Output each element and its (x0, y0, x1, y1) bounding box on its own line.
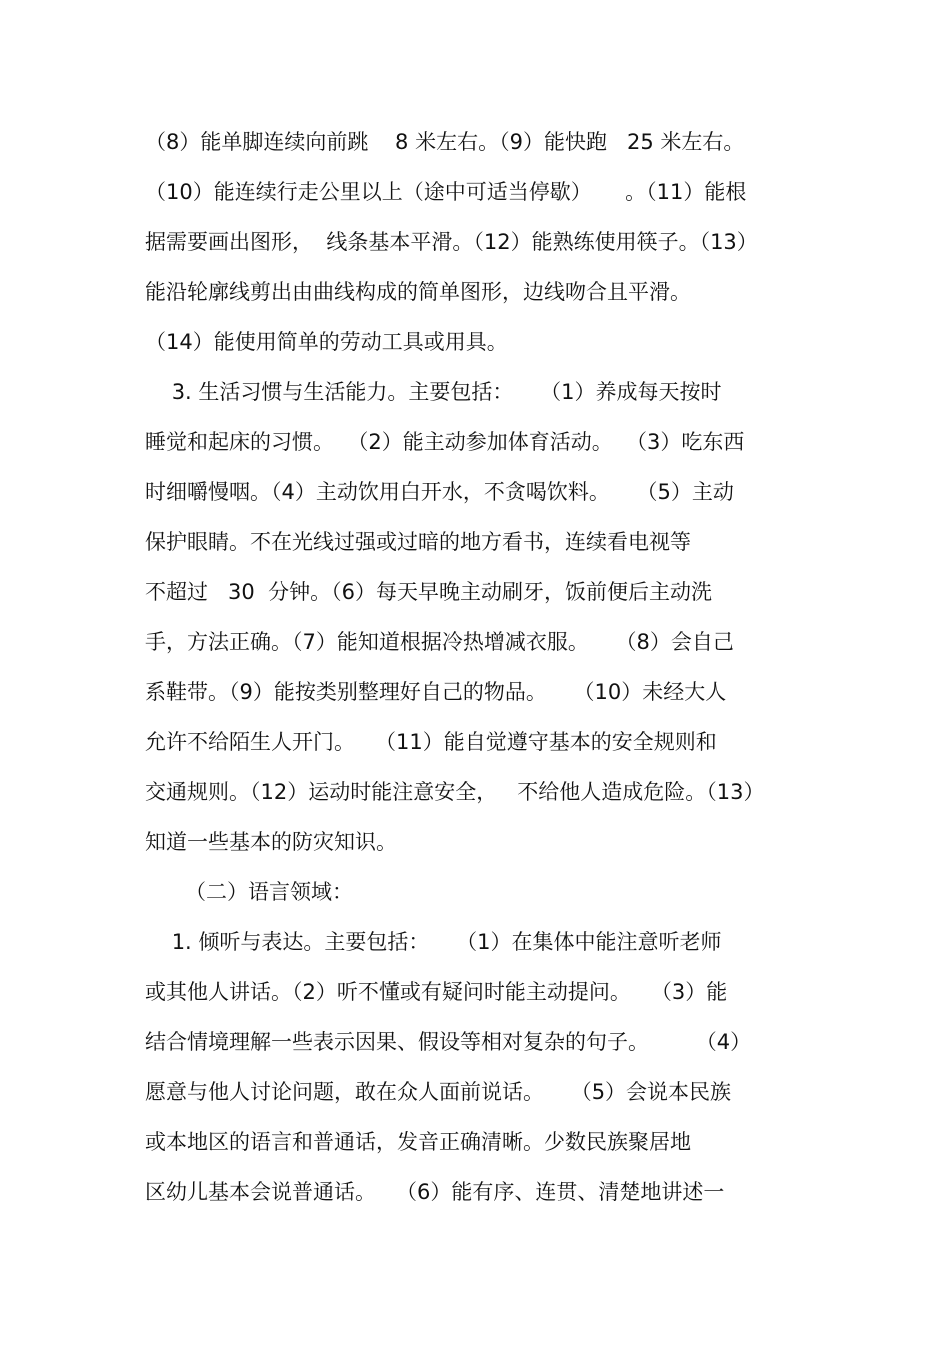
text-line: 区幼儿基本会说普通话。 （6）能有序、连贯、清楚地讲述一 (145, 1180, 725, 1204)
text-line: 愿意与他人讨论问题，敢在众人面前说话。 （5）会说本民族 (145, 1080, 732, 1104)
text-line: （14）能使用简单的劳动工具或用具。 (145, 330, 508, 354)
text-line: 允许不给陌生人开门。 （11）能自觉遵守基本的安全规则和 (145, 730, 717, 754)
text-line: 或本地区的语言和普通话，发音正确清晰。少数民族聚居地 (145, 1130, 691, 1154)
text-line: 不超过 30 分钟。（6）每天早晚主动刷牙，饭前便后主动洗 (145, 580, 712, 604)
text-line: 保护眼睛。不在光线过强或过暗的地方看书，连续看电视等 (145, 530, 691, 554)
text-line: 睡觉和起床的习惯。 （2）能主动参加体育活动。 （3）吃东西 (145, 430, 745, 454)
text-line: 系鞋带。（9）能按类别整理好自己的物品。 （10）未经大人 (145, 680, 727, 704)
text-line: 手，方法正确。（7）能知道根据冷热增减衣服。 （8）会自己 (145, 630, 734, 654)
section-heading: 3. 生活习惯与生活能力。主要包括： （1）养成每天按时 (145, 380, 722, 404)
text-line: 交通规则。（12）运动时能注意安全， 不给他人造成危险。（13） (145, 780, 765, 804)
section-heading: （二）语言领域： (145, 880, 354, 904)
text-line: 知道一些基本的防灾知识。 (145, 830, 397, 854)
text-line: 时细嚼慢咽。（4）主动饮用白开水，不贪喝饮料。 （5）主动 (145, 480, 734, 504)
text-line: （10）能连续行走公里以上（途中可适当停歇） 。（11）能根 (145, 180, 747, 204)
text-line: 结合情境理解一些表示因果、假设等相对复杂的句子。 （4） (145, 1030, 752, 1054)
text-line: 据需要画出图形， 线条基本平滑。（12）能熟练使用筷子。（13） (145, 230, 758, 254)
section-heading: 1. 倾听与表达。主要包括： （1）在集体中能注意听老师 (145, 930, 722, 954)
text-line: 或其他人讲话。（2）听不懂或有疑问时能主动提问。 （3）能 (145, 980, 728, 1004)
text-line: （8）能单脚连续向前跳 8 米左右。（9）能快跑 25 米左右。 (145, 130, 745, 154)
text-line: 能沿轮廓线剪出由曲线构成的简单图形，边线吻合且平滑。 (145, 280, 691, 304)
